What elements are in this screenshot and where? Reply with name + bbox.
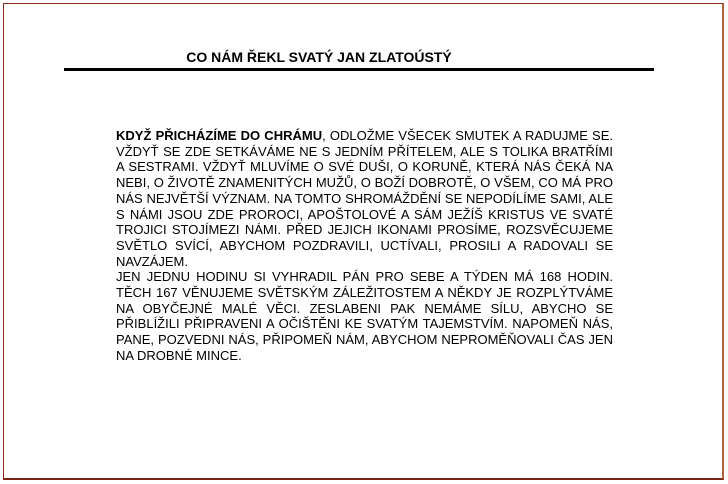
paragraph-2-text: JEN JEDNU HODINU SI VYHRADIL PÁN PRO SEBE A TÝDEN MÁ 168 HODIN. TĚCH 167 VĚNUJEME SVĚTSKÝM ZÁLEŽITOSTEM A NĚKDY JE ROZPLÝTVÁME NA OBYČEJNÉ MALÉ VĚCI. ZESLABENI PAK NEMÁME SÍLU, ABYCHO SE PŘIBLÍŽILI PŘIPRAVENI A OČIŠTĚNI KE SVATÝM TAJEMSTVÍM. NAPOMEŇ NÁS, PANE, POZVEDNI NÁS, PŘIPOMEŇ NÁM, ABYCHOM NEPROMĚŇOVALI ČAS JEN NA DROBNÉ MINCE. bbox=[116, 269, 613, 363]
paragraph-2 bbox=[116, 269, 613, 363]
paragraph-1 bbox=[116, 128, 613, 269]
body-text bbox=[116, 128, 613, 364]
page-title-text: CO NÁM ŘEKL SVATÝ JAN ZLATOÚSTÝ bbox=[186, 49, 452, 65]
title-underline-rule bbox=[64, 68, 654, 71]
page-title bbox=[64, 49, 654, 65]
paragraph-1-lead: KDYŽ PŘICHÁZÍME DO CHRÁMU bbox=[116, 128, 323, 143]
paragraph-1-text: , ODLOŽME VŠECEK SMUTEK A RADUJME SE. VŽDYŤ SE ZDE SETKÁVÁME NE S JEDNÍM PŘÍTELEM, ALE S TOLIKA BRATŘÍMI A SESTRAMI. VŽDYŤ MLUVÍME O SVÉ DUŠI, O KORUNĚ, KTERÁ NÁS ČEKÁ NA NEBI, O ŽIVOTĚ ZNAMENITÝCH MUŽŮ, O BOŽÍ DOBROTĚ, O VŠEM, CO MÁ PRO NÁS NEJVĚTŠÍ VÝZNAM. NA TOMTO SHROMÁŽDĚNÍ SE NEPODÍLÍME SAMI, ALE S NÁMI JSOU ZDE PROROCI, APOŠTOLOVÉ A SÁM JEŽÍŠ KRISTUS VE SVATÉ TROJICI STOJÍMEZI NÁMI. PŘED JEJICH IKONAMI PROSÍME, ROZSVĚCUJEME SVĚTLO SVÍCÍ, ABYCHOM POZDRAVILI, UCTÍVALI, PROSILI A RADOVALI SE NAVZÁJEM. bbox=[116, 128, 613, 269]
